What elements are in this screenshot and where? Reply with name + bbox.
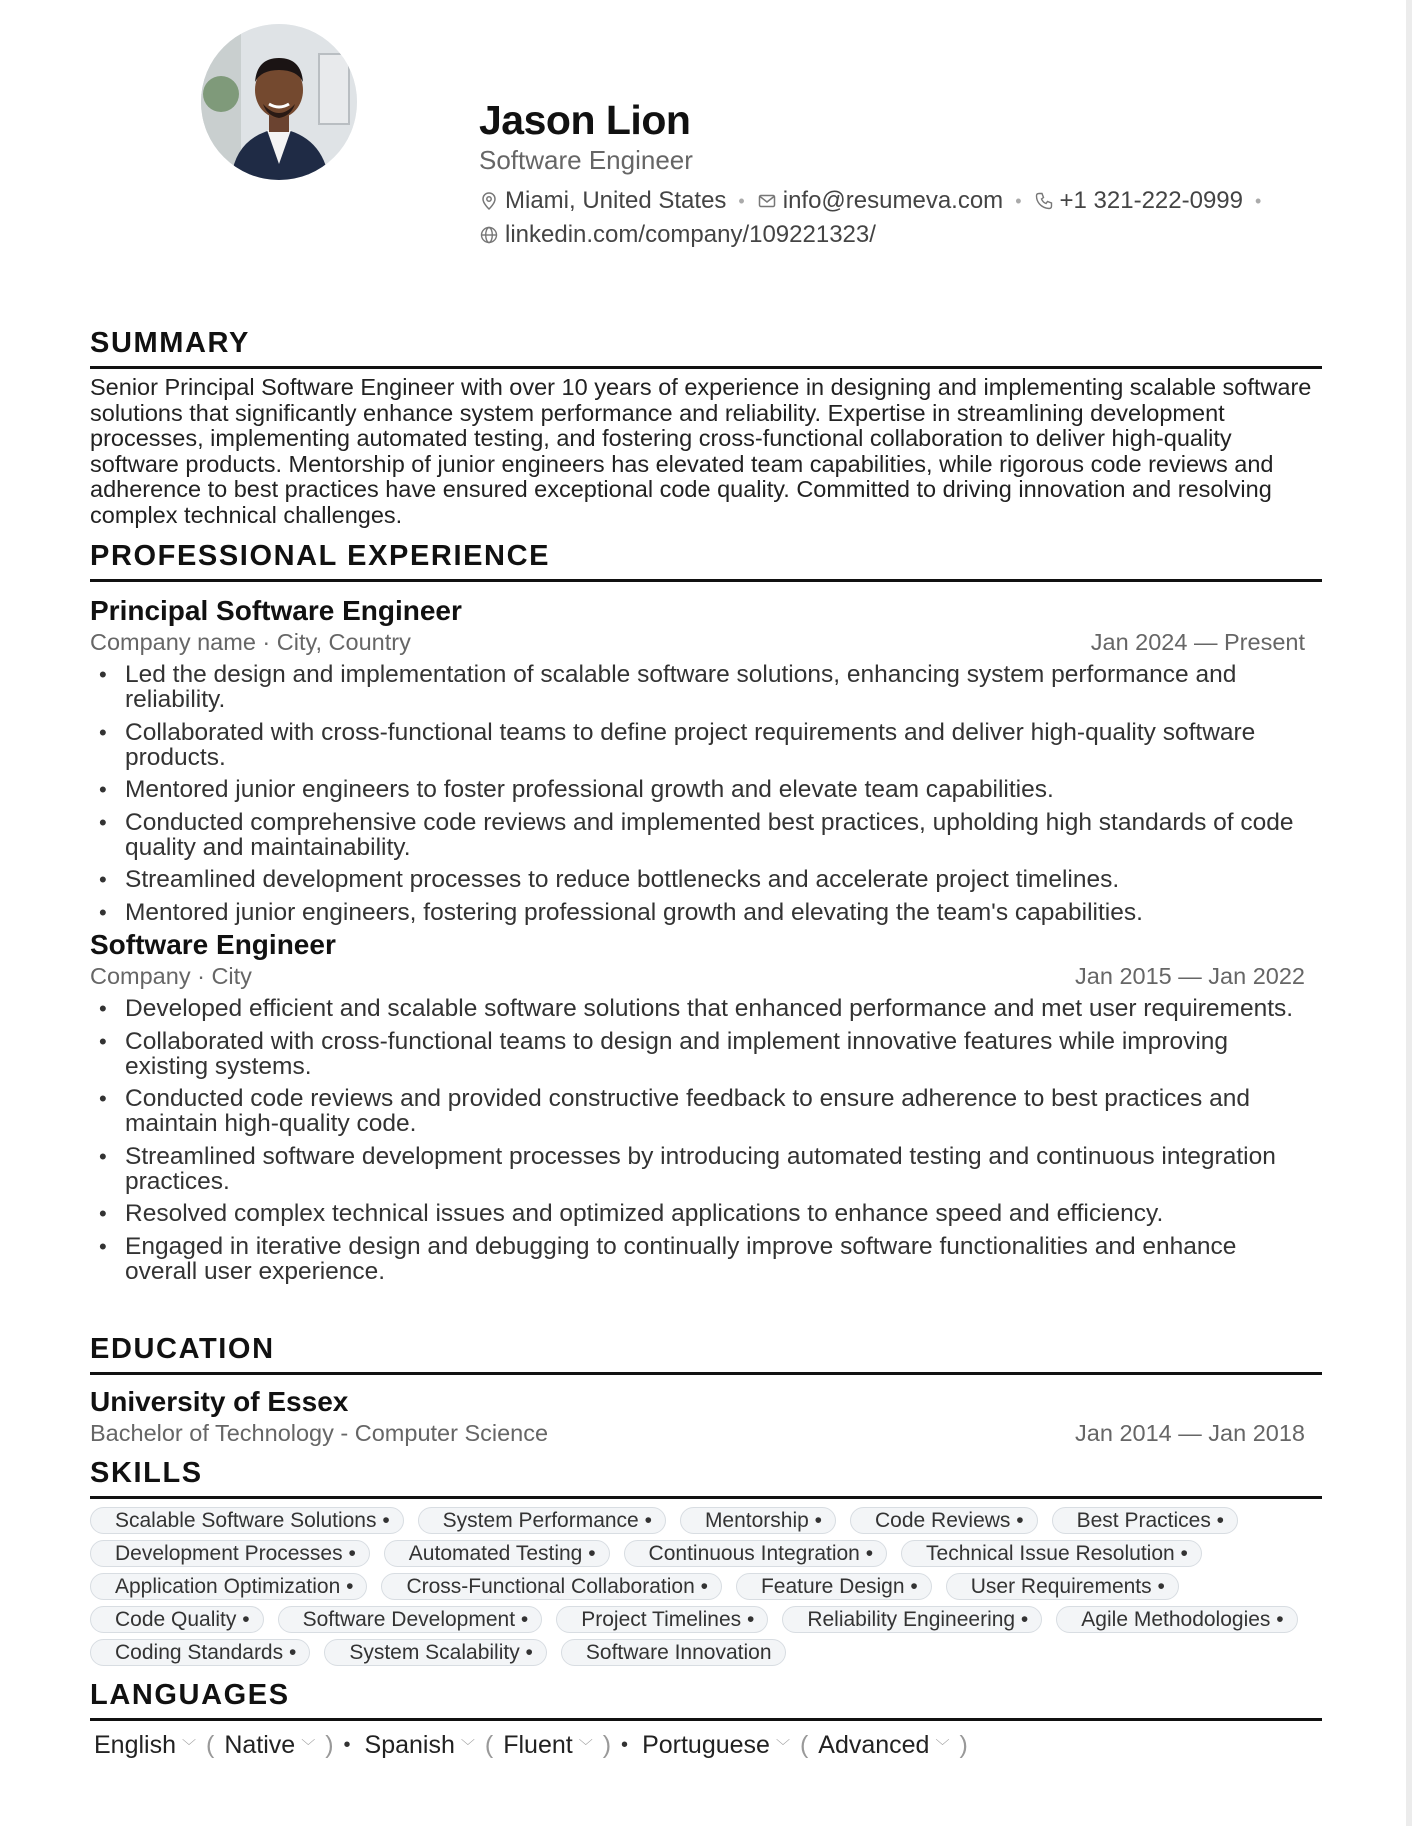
bullet-item: • Collaborated with cross-functional teams to design and implement innovative features while improving existing systems. <box>90 1029 1322 1079</box>
level-select[interactable] <box>224 1731 315 1760</box>
envelope-icon <box>757 191 777 211</box>
language-select[interactable] <box>365 1731 475 1760</box>
chevron-down-icon: ﹀ <box>935 1737 950 1754</box>
skill-chip: Reliability Engineering • <box>782 1606 1042 1633</box>
skills-heading: SKILLS <box>90 1457 203 1489</box>
skill-chip: System Performance • <box>418 1507 666 1534</box>
summary-heading: SUMMARY <box>90 327 250 359</box>
chevron-down-icon: ﹀ <box>775 1737 790 1754</box>
chevron-down-icon: ﹀ <box>182 1737 196 1754</box>
section-divider <box>90 1718 1322 1721</box>
languages-list <box>90 1731 1322 1760</box>
chevron-down-icon: ﹀ <box>301 1737 316 1754</box>
skill-chip: Mentorship • <box>680 1507 836 1534</box>
skill-chip: Project Timelines • <box>556 1606 768 1633</box>
linkedin-text[interactable]: linkedin.com/company/109221323/ <box>505 221 876 248</box>
skill-chip: Software Development • <box>278 1606 543 1633</box>
language-level: Fluent <box>503 1731 573 1759</box>
candidate-name: Jason Lion <box>479 97 691 143</box>
skill-chip: System Scalability • <box>324 1639 547 1666</box>
skill-chip: Agile Methodologies • <box>1056 1606 1297 1633</box>
contact-email[interactable] <box>757 186 1003 216</box>
bullet-item: • Streamlined development processes to reduce bottlenecks and accelerate project timelines. <box>90 867 1322 892</box>
separator-dot: • <box>621 1734 629 1756</box>
skill-chip: Cross-Functional Collaboration • <box>381 1573 722 1600</box>
level-select[interactable] <box>818 1731 949 1760</box>
experience-heading: PROFESSIONAL EXPERIENCE <box>90 540 551 572</box>
bullet-item: • Collaborated with cross-functional teams to define project requirements and deliver high-quality software products. <box>90 720 1322 770</box>
avatar <box>201 24 357 180</box>
bullet-item: • Resolved complex technical issues and optimized applications to enhance speed and efficiency. <box>90 1201 1322 1226</box>
bullet-item: • Mentored junior engineers, fostering professional growth and elevating the team's capabilities. <box>90 900 1322 925</box>
contact-phone[interactable] <box>1034 186 1244 216</box>
skill-chip: User Requirements • <box>946 1573 1179 1600</box>
skill-chip: Feature Design • <box>736 1573 932 1600</box>
skill-chip: Code Reviews • <box>850 1507 1038 1534</box>
skills-list <box>90 1507 1322 1666</box>
summary-section <box>90 326 1322 528</box>
globe-icon <box>479 225 499 245</box>
job-dates: Jan 2015 — Jan 2022 <box>1075 963 1305 989</box>
bullet-item: • Led the design and implementation of scalable software solutions, enhancing system performance and reliability. <box>90 662 1322 712</box>
education-dates: Jan 2014 — Jan 2018 <box>1075 1420 1305 1446</box>
job-company: Company · City <box>90 963 252 989</box>
paren-close: ) <box>602 1731 612 1759</box>
language-level: Advanced <box>818 1731 930 1759</box>
skill-chip: Best Practices • <box>1052 1507 1238 1534</box>
paren-open: ( <box>484 1731 494 1759</box>
languages-section <box>90 1678 1322 1760</box>
job-meta <box>90 628 1322 656</box>
section-divider <box>90 579 1322 582</box>
experience-section <box>90 539 1322 1291</box>
skill-chip: Technical Issue Resolution • <box>901 1540 1202 1567</box>
paren-open: ( <box>799 1731 809 1759</box>
job-entry <box>90 928 1322 1284</box>
degree: Bachelor of Technology - Computer Science <box>90 1420 549 1446</box>
skill-chip: Development Processes • <box>90 1540 370 1567</box>
job-meta <box>90 962 1322 990</box>
skill-chip: Code Quality • <box>90 1606 264 1633</box>
language-select[interactable] <box>94 1731 196 1760</box>
separator-dot: • <box>343 1734 351 1756</box>
bullet-item: • Conducted comprehensive code reviews and implemented best practices, upholding high standards of code quality and maintainability. <box>90 810 1322 860</box>
bullet-item: • Conducted code reviews and provided constructive feedback to ensure adherence to best practices and maintain high-quality code. <box>90 1086 1322 1136</box>
phone-icon <box>1034 191 1054 211</box>
bullet-item: • Streamlined software development processes by introducing automated testing and continuous integration practices. <box>90 1144 1322 1194</box>
skill-chip: Coding Standards • <box>90 1639 310 1666</box>
header <box>479 96 1359 250</box>
skill-chip: Automated Testing • <box>384 1540 610 1567</box>
separator-dot: • <box>1015 190 1022 211</box>
education-entry <box>90 1385 1322 1447</box>
page-edge <box>1406 0 1412 1826</box>
job-bullets <box>90 996 1322 1284</box>
job-company: Company name · City, Country <box>90 629 411 655</box>
section-divider <box>90 366 1322 369</box>
contact-info <box>479 186 1359 250</box>
section-divider <box>90 1496 1322 1499</box>
paren-open: ( <box>206 1731 215 1759</box>
summary-text: Senior Principal Software Engineer with over 10 years of experience in designing and implementing scalable software solutions that significantly enhance system performance and reliability. Expertise in streamlining development processes, implementing automated testing, and fostering cross-functional collaboration to deliver high-quality software products. Mentorship of junior engineers has elevated team capabilities, while rigorous code reviews and adherence to best practices have ensured exceptional code quality. Committed to driving innovation and resolving complex technical challenges. <box>90 374 1312 528</box>
job-entry <box>90 594 1322 925</box>
languages-heading: LANGUAGES <box>90 1679 290 1711</box>
language-select[interactable] <box>642 1731 790 1760</box>
bullet-item: • Engaged in iterative design and debugging to continually improve software functionalities and enhance overall user experience. <box>90 1234 1322 1284</box>
contact-linkedin[interactable] <box>479 220 876 250</box>
education-section <box>90 1332 1322 1447</box>
language-name: Spanish <box>364 1731 455 1759</box>
bullet-item: • Developed efficient and scalable software solutions that enhanced performance and met user requirements. <box>90 996 1322 1021</box>
education-meta <box>90 1419 1322 1447</box>
language-name: Portuguese <box>642 1731 770 1759</box>
job-title: Software Engineer <box>90 929 336 960</box>
phone-text[interactable]: +1 321-222-0999 <box>1059 187 1243 214</box>
skill-chip: Continuous Integration • <box>624 1540 888 1567</box>
paren-close: ) <box>959 1731 968 1759</box>
bullet-item: • Mentored junior engineers to foster professional growth and elevate team capabilities. <box>90 777 1322 802</box>
separator-dot: • <box>738 190 745 211</box>
school-name: University of Essex <box>90 1386 349 1417</box>
contact-location <box>479 186 726 216</box>
chevron-down-icon: ﹀ <box>578 1737 593 1754</box>
language-name: English <box>94 1731 176 1759</box>
skill-chip: Scalable Software Solutions • <box>90 1507 404 1534</box>
job-title: Principal Software Engineer <box>90 595 462 626</box>
candidate-title: Software Engineer <box>479 145 693 175</box>
paren-close: ) <box>325 1731 334 1759</box>
skill-chip: Application Optimization • <box>90 1573 367 1600</box>
email-text[interactable]: info@resumeva.com <box>782 187 1004 214</box>
location-text: Miami, United States <box>505 187 727 214</box>
language-level: Native <box>224 1731 296 1759</box>
job-dates: Jan 2024 — Present <box>1090 629 1305 655</box>
education-heading: EDUCATION <box>90 1333 275 1365</box>
skills-section <box>90 1456 1322 1666</box>
separator-dot: • <box>1255 190 1262 211</box>
job-bullets <box>90 662 1322 925</box>
level-select[interactable] <box>503 1731 592 1760</box>
skill-chip: Software Innovation <box>561 1639 786 1666</box>
section-divider <box>90 1372 1322 1375</box>
map-pin-icon <box>479 191 499 211</box>
chevron-down-icon: ﹀ <box>460 1737 475 1754</box>
